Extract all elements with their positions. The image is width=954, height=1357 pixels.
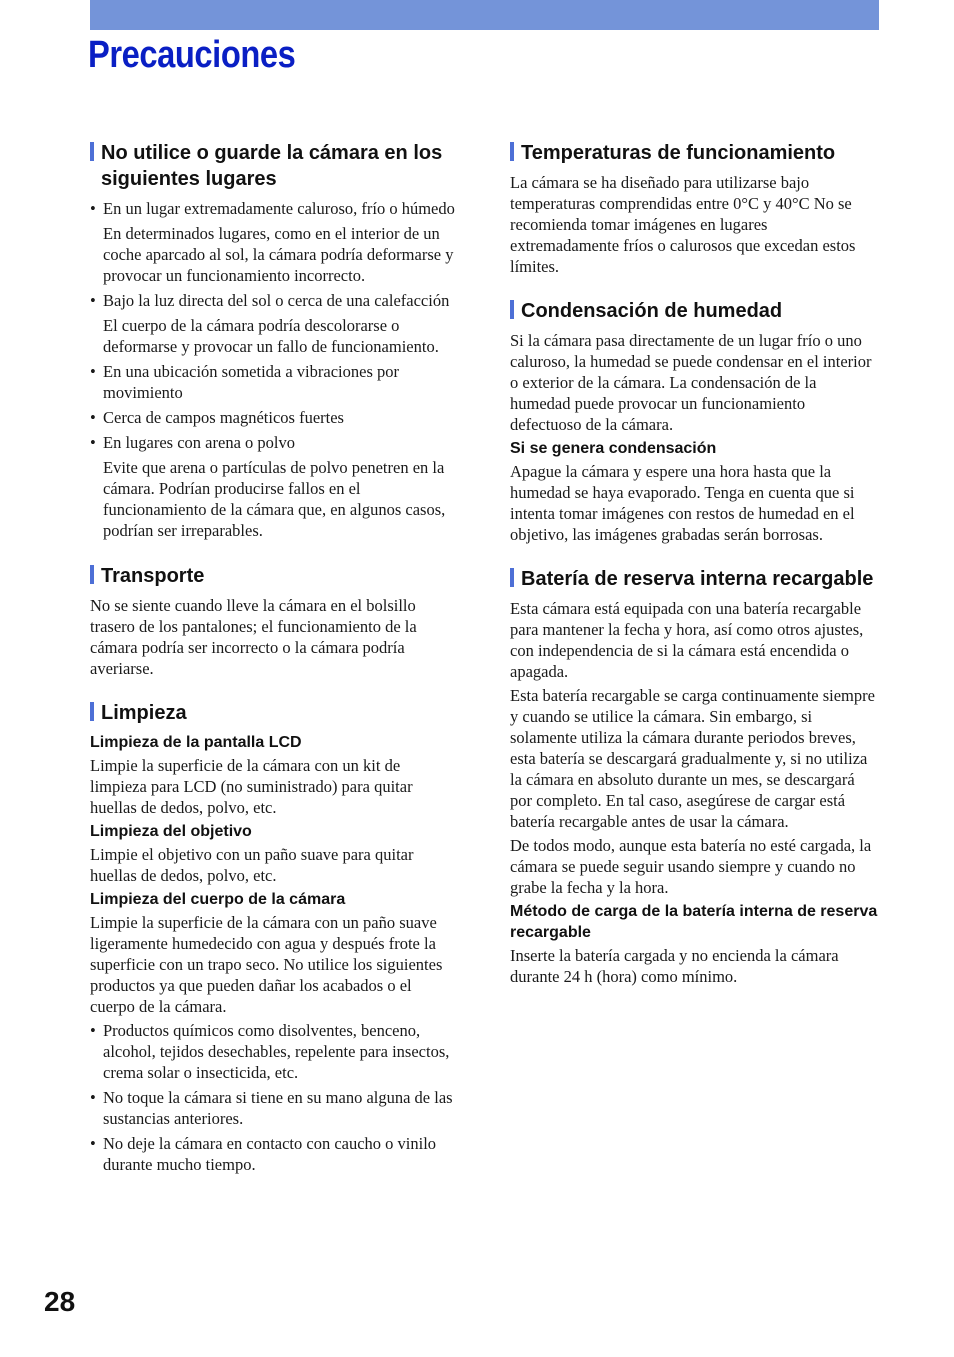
section-battery [510,566,880,987]
paragraph: Si la cámara pasa directamente de un lugar frío o uno caluroso, la humedad se puede condensar en el interior o exterior de la cámara. La condensación de la humedad puede provocar un funcionamiento defectuoso de la cámara. [510,331,872,434]
list-item: • Productos químicos como disolventes, benceno, alcohol, tejidos desechables, repelente para insectos, crema solar o insecticida, etc. [90,1020,458,1083]
section-storage [90,140,458,541]
paragraph: No se siente cuando lleve la cámara en el bolsillo trasero de los pantalones; el funcionamiento de la cámara podría ser incorrecto o la cámara podría averiarse. [90,596,417,678]
paragraph: Inserte la batería cargada y no encienda la cámara durante 24 h (hora) como mínimo. [510,946,839,986]
section-heading [510,298,880,324]
list-item-detail: El cuerpo de la cámara podría descolorarse o deformarse y provocar un fallo de funcionamiento. [103,316,439,356]
section-heading-text: Transporte [101,565,205,587]
section-heading-text: Batería de reserva interna recargable [521,568,874,590]
left-column [90,140,458,1179]
paragraph: Esta batería recargable se carga continuamente siempre y cuando se utilice la cámara. Sin embargo, si solamente utiliza la cámara durante periodos breves, esta batería se descargará gradualmente y, si no utiliza la cámara en absoluto durante un mes, se descargará por completo. En tal caso, asegúrese de cargar está batería recargable antes de usar la cámara. [510,686,875,831]
section-heading-text: Limpieza [101,702,187,724]
list-item [90,198,458,286]
list-item [90,407,458,428]
list-item: • No deje la cámara en contacto con caucho o vinilo durante mucho tiempo. [90,1133,458,1175]
section-marker [90,142,94,161]
subheading-lcd: Limpieza de la pantalla LCD [90,734,302,751]
list-item [90,432,458,541]
storage-list [90,198,458,541]
paragraph: Apague la cámara y espere una hora hasta que la humedad se haya evaporado. Tenga en cuenta que si intenta tomar imágenes con restos de humedad en el objetivo, las imágenes grabadas serán borrosas. [510,462,855,544]
list-item-detail: Evite que arena o partículas de polvo penetren en la cámara. Podrían producirse fallos en el funcionamiento de la cámara que, en algunos casos, podrían ser irreparables. [103,458,446,540]
paragraph: La cámara se ha diseñado para utilizarse bajo temperaturas comprendidas entre 0°C y 40°C No se recomienda tomar imágenes en lugares extremadamente fríos o calurosos que excedan estos límites. [510,173,856,276]
page-number: 28 [44,1286,76,1317]
section-heading [90,700,458,726]
paragraph: De todos modo, aunque esta batería no esté cargada, la cámara se puede seguir usando siempre y cuando no grabe la fecha y la hora. [510,836,872,897]
subheading-lens: Limpieza del objetivo [90,823,252,840]
subheading-body: Limpieza del cuerpo de la cámara [90,891,346,908]
list-item-text: Bajo la luz directa del sol o cerca de una calefacción [103,291,450,310]
section-marker [510,142,514,161]
section-heading [510,566,880,592]
section-transport [90,563,458,679]
section-heading [90,563,458,589]
section-heading-text: No utilice o guarde la cámara en los siguientes lugares [101,142,443,190]
header-accent-bar [90,0,879,30]
paragraph: Limpie la superficie de la cámara con un paño suave ligeramente humedecido con agua y después frote la superficie con un trapo seco. No utilice los siguientes productos ya que pueden dañar los acabados o el cuerpo de la cámara. [90,913,443,1016]
subheading-battery-charge: Método de carga de la batería interna de reserva recargable [510,903,878,941]
list-item [90,361,458,403]
right-column [510,140,880,990]
section-heading-text: Temperaturas de funcionamiento [521,142,836,164]
section-marker [90,565,94,584]
paragraph: Esta cámara está equipada con una batería recargable para mantener la fecha y hora, así como otros ajustes, con independencia de si la cámara está encendida o apagada. [510,599,864,681]
list-item: • No toque la cámara si tiene en su mano alguna de las sustancias anteriores. [90,1087,458,1129]
section-marker [510,300,514,319]
section-temperature [510,140,880,277]
section-marker [90,702,94,721]
section-marker [510,568,514,587]
paragraph: Limpie la superficie de la cámara con un kit de limpieza para LCD (no suministrado) para quitar huellas de dedos, polvo, etc. [90,756,413,817]
list-item-detail: En determinados lugares, como en el interior de un coche aparcado al sol, la cámara podría deformarse y provocar un funcionamiento incorrecto. [103,224,454,285]
list-item-text: Cerca de campos magnéticos fuertes [103,408,344,427]
subheading-condensation: Si se genera condensación [510,440,717,457]
paragraph: Limpie el objetivo con un paño suave para quitar huellas de dedos, polvo, etc. [90,845,414,885]
list-item-text: En una ubicación sometida a vibraciones por movimiento [103,362,399,402]
section-cleaning [90,700,458,1175]
page-title: Precauciones [88,34,296,76]
section-heading [510,140,880,166]
cleaning-list [90,1020,458,1175]
list-item-text: En lugares con arena o polvo [103,433,295,452]
section-heading-text: Condensación de humedad [521,300,783,322]
section-heading [90,140,458,192]
section-condensation [510,298,880,545]
list-item [90,290,458,357]
list-item-text: En un lugar extremadamente caluroso, frío o húmedo [103,199,455,218]
